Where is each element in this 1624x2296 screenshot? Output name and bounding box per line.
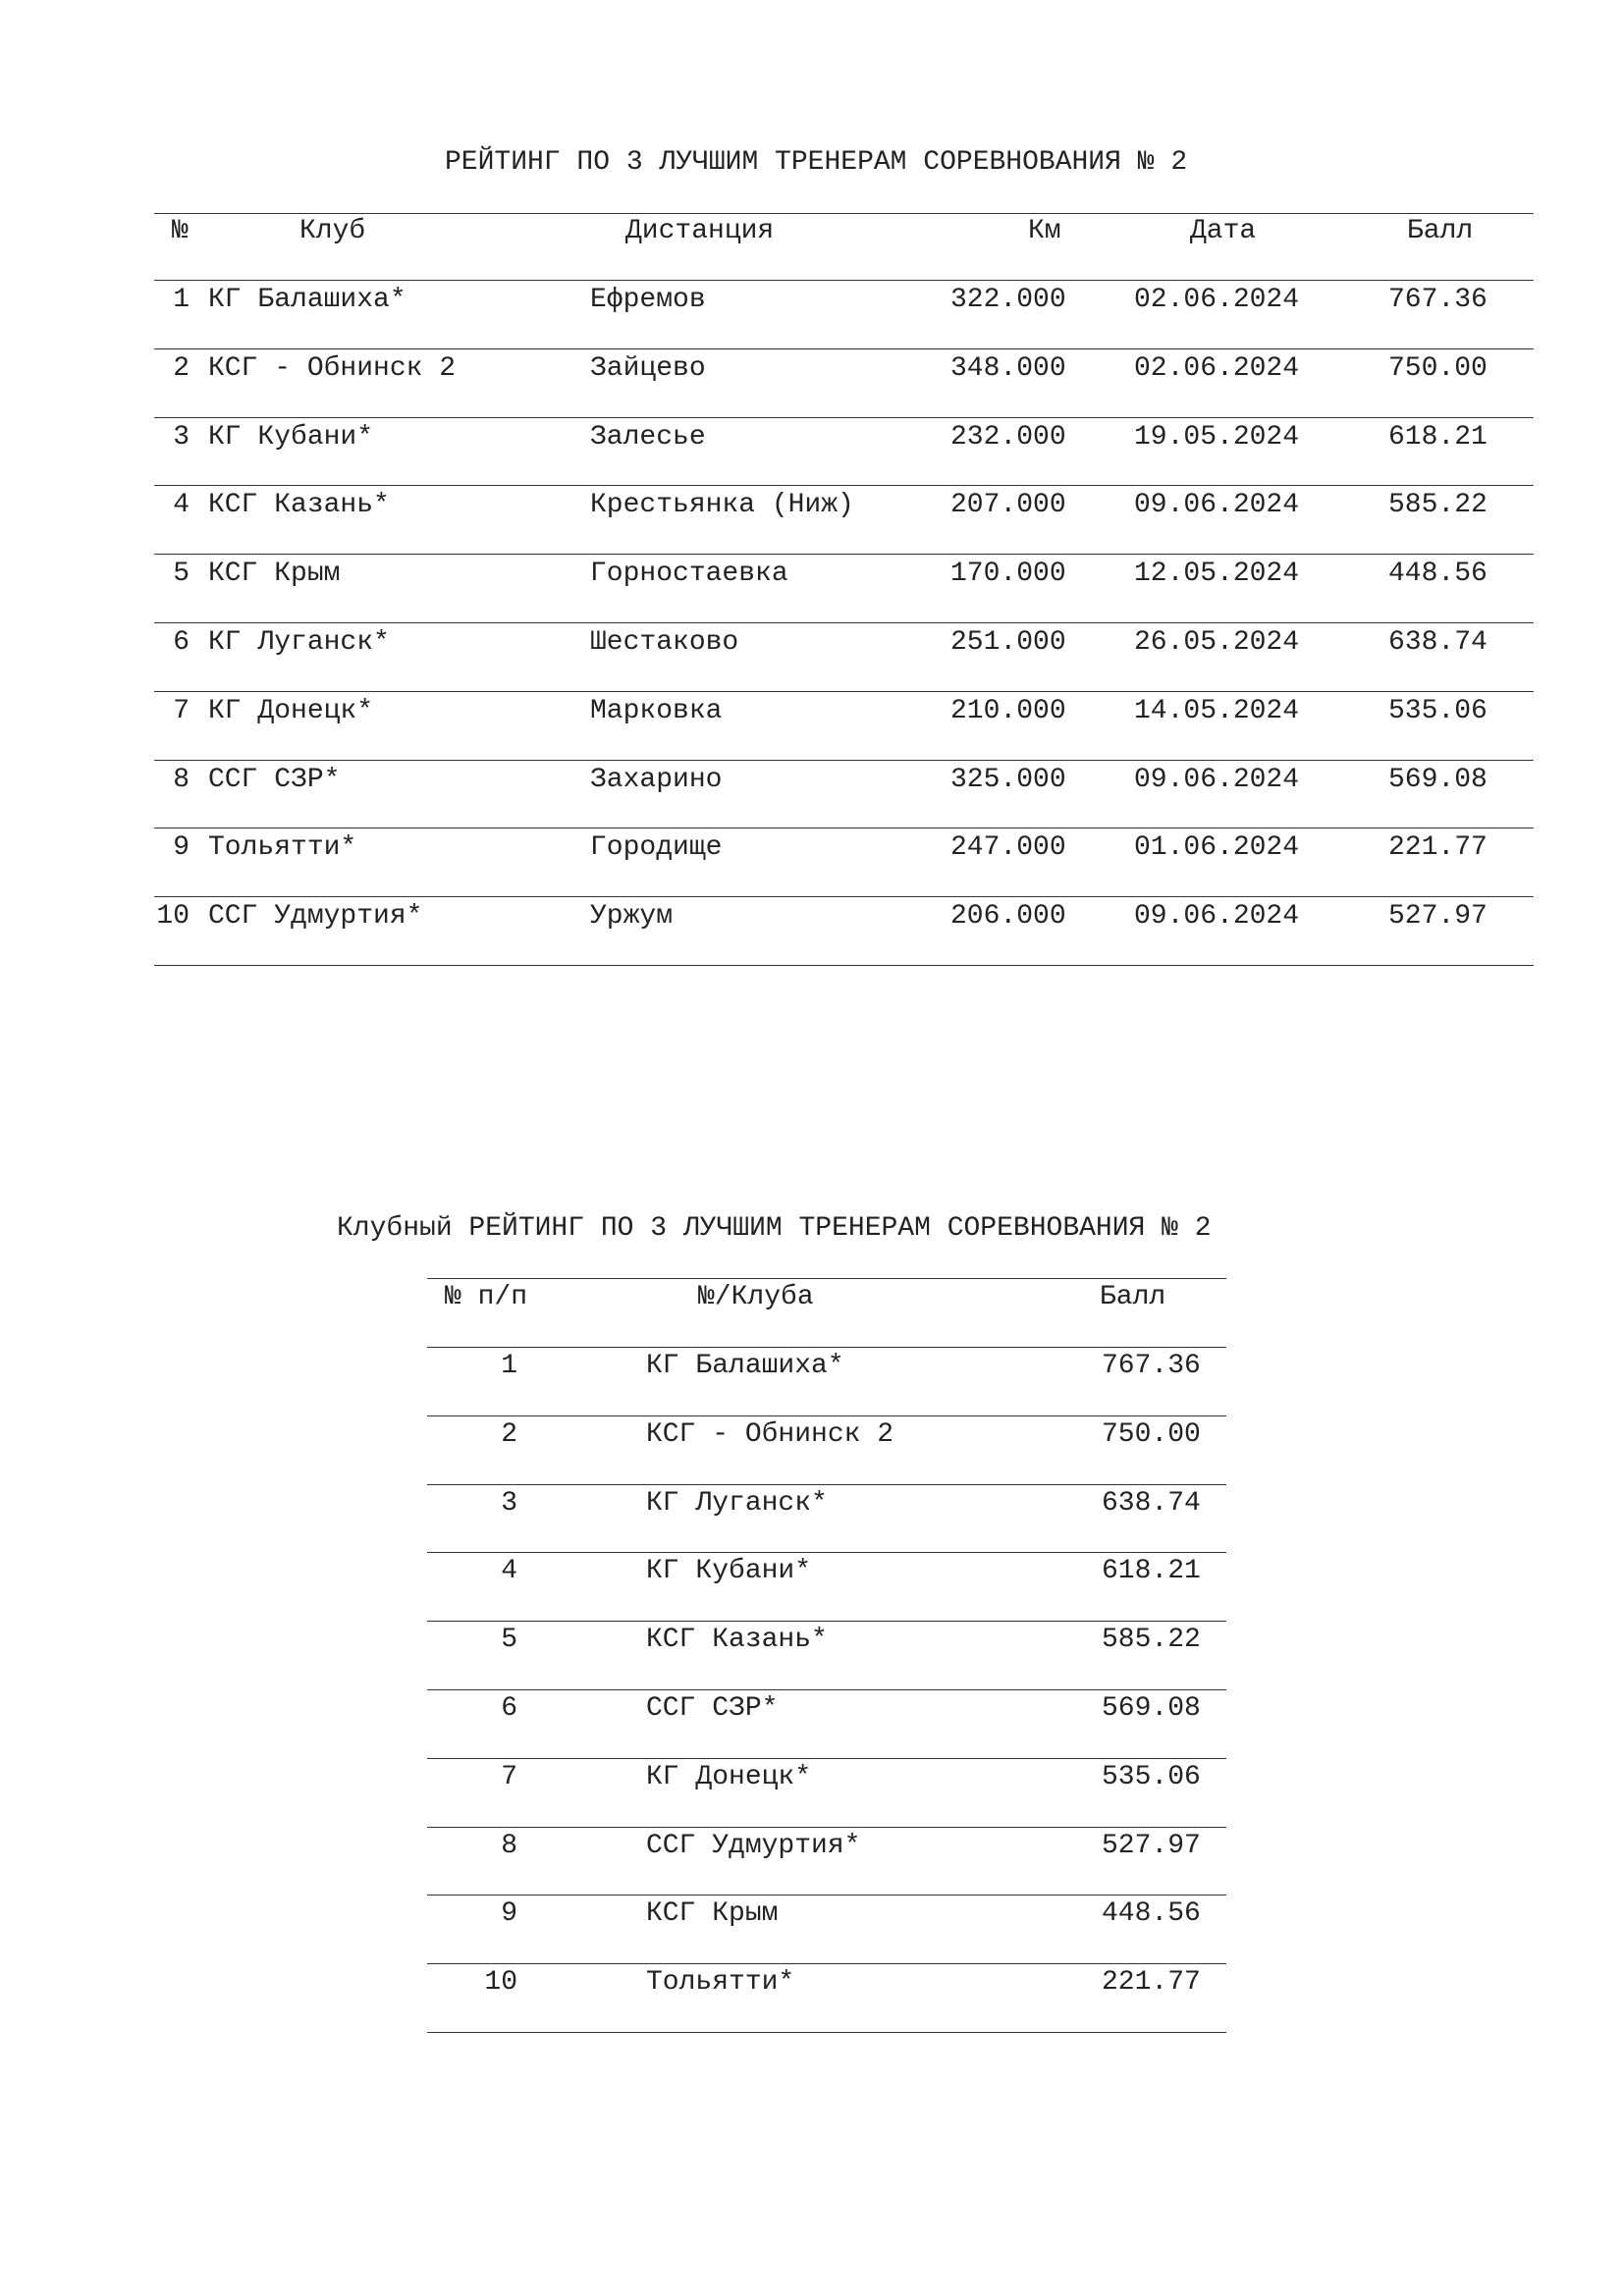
row-distance: Марковка	[590, 695, 723, 726]
row-club: КСГ - Обнинск 2	[208, 352, 457, 384]
row-club: КСГ Крым	[208, 559, 341, 590]
row-distance: Захарино	[590, 764, 723, 795]
row-km: 251.000	[950, 627, 1066, 658]
row-club: КГ Кубани*	[208, 421, 374, 453]
row-num: 5	[501, 1625, 517, 1656]
row-divider	[154, 691, 1534, 692]
row-date: 19.05.2024	[1134, 421, 1300, 453]
row-date: 01.06.2024	[1134, 832, 1300, 864]
row-score: 569.08	[1102, 1693, 1201, 1724]
row-divider	[427, 1689, 1226, 1690]
row-club: КГ Балашиха*	[208, 285, 406, 315]
row-score: 767.36	[1102, 1351, 1201, 1381]
row-divider	[154, 213, 1534, 214]
row-num: 7	[501, 1761, 517, 1792]
row-num: 2	[173, 352, 189, 384]
row-distance: Зайцево	[590, 352, 706, 384]
row-divider	[427, 1895, 1226, 1896]
row-score: 750.00	[1388, 352, 1488, 384]
row-club: КГ Донецк*	[208, 695, 374, 726]
row-divider	[427, 1552, 1226, 1553]
row-num: 6	[501, 1693, 517, 1724]
row-divider	[427, 1415, 1226, 1416]
row-club: КГ Луганск*	[208, 627, 390, 658]
row-score: 535.06	[1102, 1761, 1201, 1792]
row-num: 6	[173, 627, 189, 658]
club-rating-title: Клубный РЕЙТИНГ ПО 3 ЛУЧШИМ ТРЕНЕРАМ СОРЕВНОВАНИЯ № 2	[337, 1213, 1212, 1244]
row-club: КГ Луганск*	[646, 1487, 828, 1519]
row-score: 638.74	[1388, 627, 1488, 658]
row-score: 527.97	[1388, 901, 1488, 933]
row-date: 02.06.2024	[1134, 352, 1300, 384]
row-divider	[154, 554, 1534, 555]
row-score: 535.06	[1388, 695, 1488, 726]
row-num: 10	[156, 901, 189, 933]
row-distance: Шестаково	[590, 627, 739, 658]
row-num: 8	[173, 764, 189, 795]
header-num: № п/п	[445, 1282, 528, 1312]
row-divider	[427, 1827, 1226, 1828]
row-divider	[427, 2032, 1226, 2033]
row-num: 5	[173, 559, 189, 590]
row-club: ССГ Удмуртия*	[208, 901, 423, 933]
row-divider	[154, 965, 1534, 966]
row-club: КГ Кубани*	[646, 1556, 812, 1587]
row-divider	[427, 1963, 1226, 1964]
row-club: Тольятти*	[646, 1967, 795, 1999]
row-score: 618.21	[1102, 1556, 1201, 1587]
row-date: 09.06.2024	[1134, 490, 1300, 521]
row-divider	[427, 1484, 1226, 1485]
row-score: 618.21	[1388, 421, 1488, 453]
row-num: 10	[484, 1967, 517, 1999]
row-club: КСГ Казань*	[208, 490, 390, 521]
row-club: ССГ СЗР*	[646, 1693, 779, 1724]
row-date: 14.05.2024	[1134, 695, 1300, 726]
row-club: ССГ Удмуртия*	[646, 1830, 861, 1861]
row-club: КГ Донецк*	[646, 1761, 812, 1792]
header-num: №	[172, 216, 189, 246]
row-num: 9	[173, 832, 189, 864]
row-num: 4	[501, 1556, 517, 1587]
row-num: 1	[173, 285, 189, 315]
header-score: Балл	[1100, 1282, 1166, 1312]
row-divider	[427, 1621, 1226, 1622]
header-distance: Дистанция	[625, 216, 775, 246]
header-club: №/Клуба	[698, 1282, 814, 1312]
row-num: 2	[501, 1418, 517, 1450]
row-divider	[154, 622, 1534, 623]
row-km: 207.000	[950, 490, 1066, 521]
row-km: 206.000	[950, 901, 1066, 933]
row-num: 1	[501, 1351, 517, 1381]
row-date: 09.06.2024	[1134, 901, 1300, 933]
row-km: 210.000	[950, 695, 1066, 726]
row-score: 585.22	[1102, 1625, 1201, 1656]
row-club: КСГ Крым	[646, 1898, 779, 1930]
row-date: 09.06.2024	[1134, 764, 1300, 795]
row-km: 325.000	[950, 764, 1066, 795]
row-score: 448.56	[1388, 559, 1488, 590]
row-divider	[427, 1758, 1226, 1759]
row-km: 322.000	[950, 285, 1066, 315]
row-distance: Уржум	[590, 901, 674, 933]
row-date: 12.05.2024	[1134, 559, 1300, 590]
row-num: 3	[173, 421, 189, 453]
row-num: 3	[501, 1487, 517, 1519]
row-score: 221.77	[1102, 1967, 1201, 1999]
row-km: 232.000	[950, 421, 1066, 453]
row-score: 767.36	[1388, 285, 1488, 315]
row-divider	[154, 280, 1534, 281]
header-club: Клуб	[299, 216, 366, 246]
row-score: 638.74	[1102, 1487, 1201, 1519]
row-divider	[154, 760, 1534, 761]
row-distance: Крестьянка (Ниж)	[590, 490, 854, 521]
row-date: 02.06.2024	[1134, 285, 1300, 315]
row-score: 585.22	[1388, 490, 1488, 521]
row-num: 8	[501, 1830, 517, 1861]
row-score: 569.08	[1388, 764, 1488, 795]
row-club: КСГ - Обнинск 2	[646, 1418, 894, 1450]
row-score: 527.97	[1102, 1830, 1201, 1861]
row-divider	[154, 485, 1534, 486]
row-num: 4	[173, 490, 189, 521]
row-distance: Городище	[590, 832, 723, 864]
header-score: Балл	[1407, 216, 1474, 246]
row-distance: Залесье	[590, 421, 706, 453]
row-km: 170.000	[950, 559, 1066, 590]
row-km: 348.000	[950, 352, 1066, 384]
row-score: 750.00	[1102, 1418, 1201, 1450]
row-club: ССГ СЗР*	[208, 764, 341, 795]
row-score: 448.56	[1102, 1898, 1201, 1930]
row-club: Тольятти*	[208, 832, 357, 864]
row-distance: Ефремов	[590, 285, 706, 315]
row-club: КГ Балашиха*	[646, 1351, 844, 1381]
row-divider	[154, 896, 1534, 897]
row-km: 247.000	[950, 832, 1066, 864]
row-date: 26.05.2024	[1134, 627, 1300, 658]
row-divider	[427, 1347, 1226, 1348]
row-score: 221.77	[1388, 832, 1488, 864]
row-num: 7	[173, 695, 189, 726]
row-divider	[154, 417, 1534, 418]
row-divider	[154, 348, 1534, 349]
header-date: Дата	[1190, 216, 1257, 246]
header-km: Км	[1028, 216, 1061, 246]
row-num: 9	[501, 1898, 517, 1930]
rating-title: РЕЙТИНГ ПО 3 ЛУЧШИМ ТРЕНЕРАМ СОРЕВНОВАНИЯ № 2	[445, 147, 1188, 178]
row-distance: Горностаевка	[590, 559, 788, 590]
row-divider	[427, 1278, 1226, 1279]
row-club: КСГ Казань*	[646, 1625, 828, 1656]
